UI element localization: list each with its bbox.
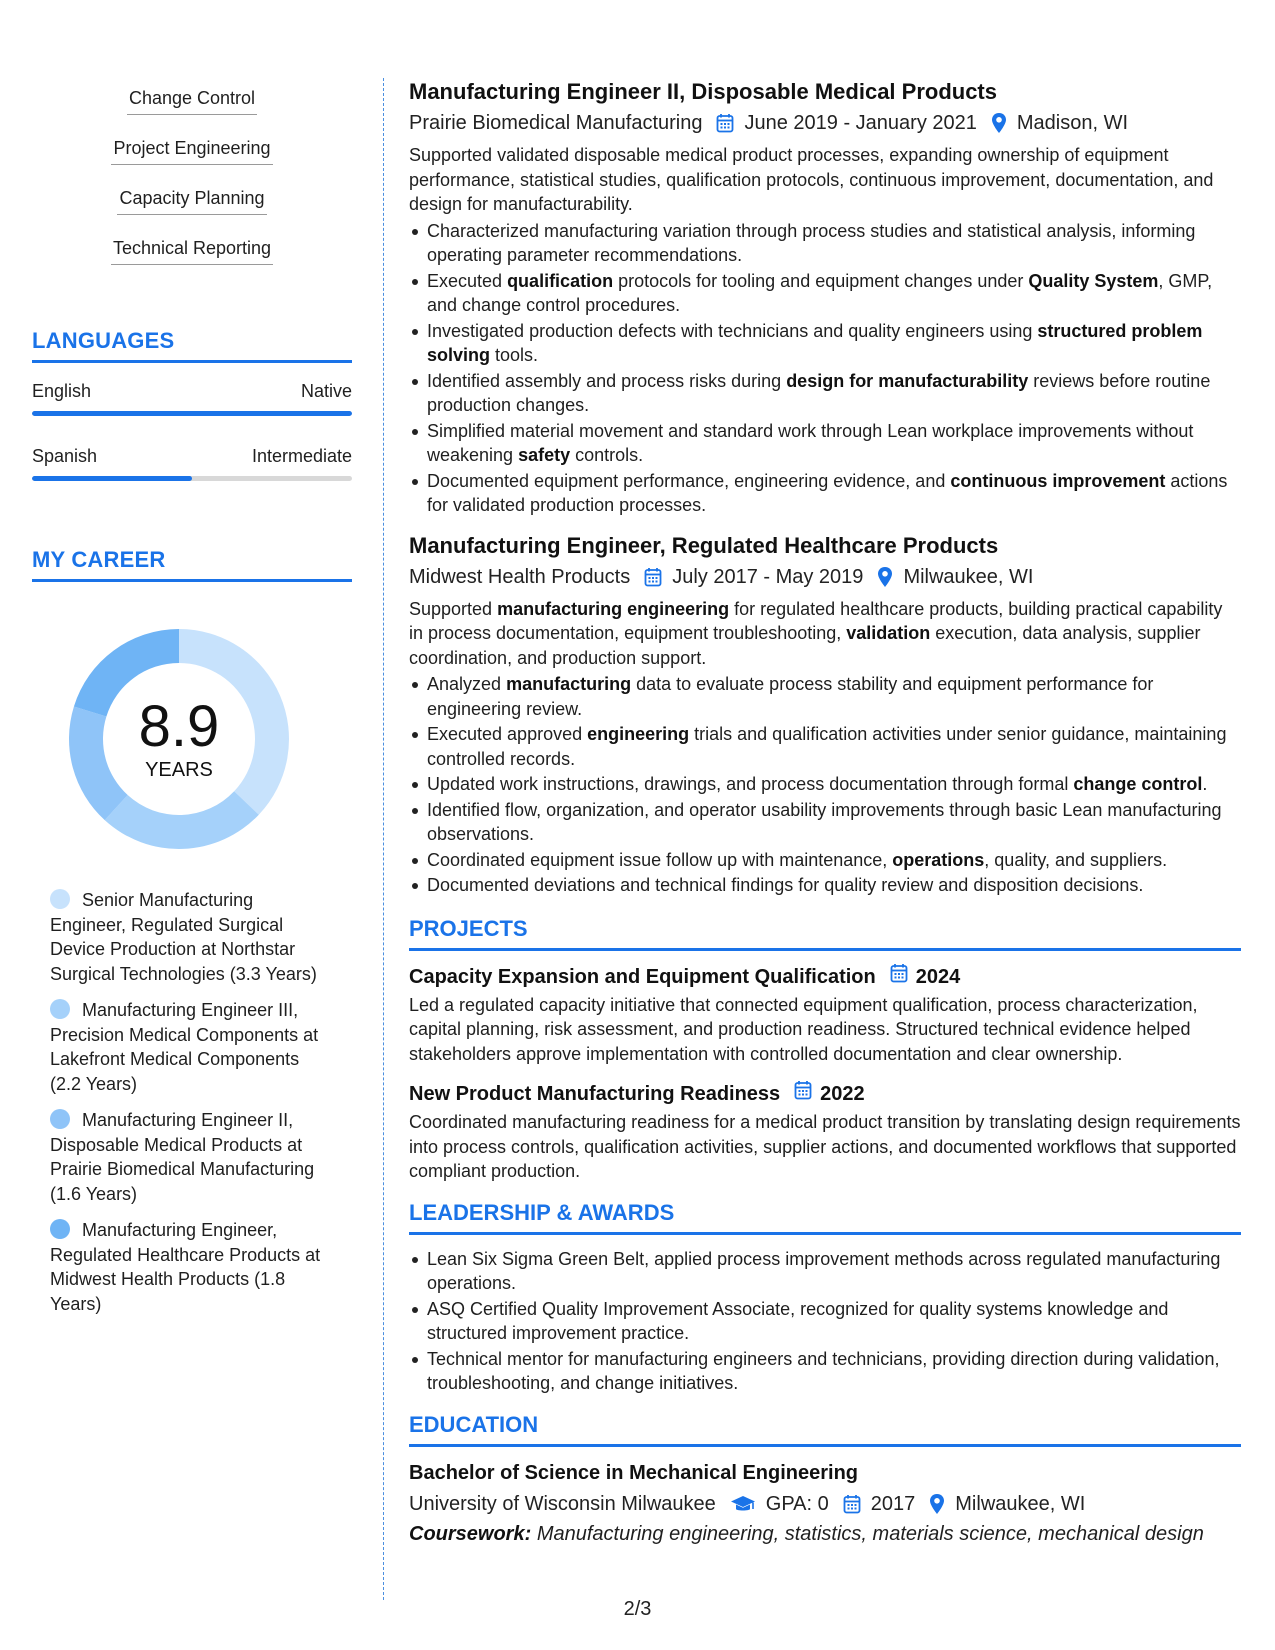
graduation-cap-icon [730,1494,756,1514]
language-level: Intermediate [251,446,352,466]
bullet-item: Analyzed manufacturing data to evaluate process stability and equipment performance for engineering review. [409,672,1241,721]
degree-title: Bachelor of Science in Mechanical Engineering [409,1461,859,1484]
main-content [409,78,1241,1548]
career-donut-chart [66,626,292,852]
language-level-bar [32,411,352,416]
location-pin-icon [877,566,893,588]
job-dates: July 2017 - May 2019 [672,565,864,588]
project-year: 2022 [820,1083,865,1105]
job-dates: June 2019 - January 2021 [744,112,977,134]
education-heading: EDUCATION [409,1412,1241,1447]
calendar-icon [843,1494,861,1514]
award-item: Lean Six Sigma Green Belt, applied process improvement methods across regulated manufacturing operations. [409,1247,1241,1296]
bullet-item: Coordinated equipment issue follow up with maintenance, operations, quality, and suppliers. [409,848,1241,873]
bullet-item: Executed qualification protocols for tooling and equipment changes under Quality System, GMP, and change control procedures. [409,269,1241,318]
career-total-value: 8.9 [138,694,220,759]
legend-label: Manufacturing Engineer, Regulated Healthcare Products at Midwest Health Products (1.8 Years) [50,1220,321,1314]
sidebar [32,80,352,1328]
project-entry [409,1080,1241,1184]
language-level: Native [300,381,352,401]
school-location: Milwaukee, WI [955,1492,1086,1515]
bullet-item: Simplified material movement and standard work through Lean workplace improvements without weakening safety controls. [409,419,1241,468]
job-bullets [409,219,1241,518]
language-level-fill [32,411,352,416]
legend-dot [50,889,70,909]
language-item [32,379,352,416]
career-legend [32,888,352,1316]
school-name: University of Wisconsin Milwaukee [409,1492,716,1515]
job-title: Manufacturing Engineer, Regulated Healthcare Products [409,532,999,558]
award-item: Technical mentor for manufacturing engineers and technicians, providing direction during validation, troubleshooting, and change initiatives. [409,1347,1241,1396]
project-year: 2024 [915,965,961,988]
career-legend-item [50,1108,332,1206]
career-total-unit: YEARS [145,759,213,781]
skill-item: Project Engineering [111,130,272,165]
calendar-icon [890,963,908,991]
page-number: 2/3 [623,1598,652,1620]
awards-list [409,1247,1241,1396]
company-name: Midwest Health Products [409,565,631,588]
awards-heading: LEADERSHIP & AWARDS [409,1200,1241,1235]
project-description: Led a regulated capacity initiative that connected equipment qualification, process characterization, capital planning, risk assessment, and production readiness. Structured technical evidence helped stakeholders approve implementation with controlled documentation and clear ownership. [409,994,1198,1064]
project-title: Capacity Expansion and Equipment Qualification [409,965,876,988]
company-name: Prairie Biomedical Manufacturing [409,112,703,134]
calendar-icon [716,113,734,133]
bullet-item: Documented equipment performance, engineering evidence, and continuous improvement actions for validated production processes. [409,469,1241,518]
job-location: Madison, WI [1016,112,1129,134]
skills-list [32,80,352,280]
job-summary: Supported validated disposable medical product processes, expanding ownership of equipment performance, statistical studies, qualification protocols, continuous improvement, documentation, and design for manufacturability. [409,145,1214,214]
career-legend-item [50,998,332,1096]
legend-dot [50,1219,70,1239]
career-legend-item [50,1218,332,1316]
bullet-item: Documented deviations and technical findings for quality review and disposition decisions. [409,873,1241,898]
project-entry [409,963,1241,1067]
calendar-icon [794,1080,812,1108]
language-level-bar [32,476,352,481]
legend-label: Manufacturing Engineer II, Disposable Medical Products at Prairie Biomedical Manufacturing (1.6 Years) [50,1110,315,1204]
language-item [32,444,352,481]
column-divider [383,78,384,1600]
calendar-icon [644,567,662,587]
location-pin-icon [991,112,1007,134]
legend-label: Senior Manufacturing Engineer, Regulated Surgical Device Production at Northstar Surgical Technologies (3.3 Years) [50,890,317,984]
career-heading: MY CAREER [32,547,352,582]
coursework-label: Coursework: [409,1522,532,1545]
graduation-year: 2017 [870,1492,916,1515]
legend-dot [50,999,70,1019]
project-title: New Product Manufacturing Readiness [409,1083,781,1105]
projects-heading: PROJECTS [409,916,1241,951]
award-item: ASQ Certified Quality Improvement Associate, recognized for quality systems knowledge and structured improvement practice. [409,1297,1241,1346]
legend-label: Manufacturing Engineer III, Precision Medical Components at Lakefront Medical Components (2.2 Years) [50,1000,319,1094]
bullet-item: Identified assembly and process risks during design for manufacturability reviews before routine production changes. [409,369,1241,418]
legend-dot [50,1109,70,1129]
bullet-item: Characterized manufacturing variation through process studies and statistical analysis, informing operating parameter recommendations. [409,219,1241,268]
project-description: Coordinated manufacturing readiness for a medical product transition by translating design requirements into process controls, qualification activities, supplier actions, and documented workflows that supported compliant production. [409,1112,1241,1181]
career-donut-center [66,626,292,852]
job-location: Milwaukee, WI [903,565,1034,588]
skill-item: Capacity Planning [117,180,266,215]
bullet-item: Updated work instructions, drawings, and process documentation through formal change control. [409,772,1241,797]
gpa: GPA: 0 [765,1492,829,1515]
languages-heading: LANGUAGES [32,328,352,363]
job-entry [409,78,1241,518]
bullet-item: Identified flow, organization, and operator usability improvements through basic Lean manufacturing observations. [409,798,1241,847]
language-name: English [32,381,92,401]
job-summary: Supported manufacturing engineering for regulated healthcare products, building practical capability in process documentation, equipment troubleshooting, validation execution, data analysis, supplier coordination, and production support. [409,598,1223,668]
career-legend-item [50,888,332,986]
job-bullets [409,672,1241,898]
coursework-text: Manufacturing engineering, statistics, materials science, mechanical design [536,1522,1204,1545]
job-meta [409,563,1241,591]
skill-item: Technical Reporting [111,230,273,265]
bullet-item: Executed approved engineering trials and qualification activities under senior guidance, maintaining controlled records. [409,722,1241,771]
skill-item: Change Control [127,80,257,115]
job-title: Manufacturing Engineer II, Disposable Medical Products [409,79,997,104]
language-name: Spanish [32,446,98,466]
coursework [409,1520,1241,1548]
job-meta [409,109,1241,137]
job-entry [409,532,1241,898]
location-pin-icon [929,1493,945,1515]
language-level-fill [32,476,192,481]
bullet-item: Investigated production defects with technicians and quality engineers using structured problem solving tools. [409,319,1241,368]
education-meta [409,1490,1241,1518]
